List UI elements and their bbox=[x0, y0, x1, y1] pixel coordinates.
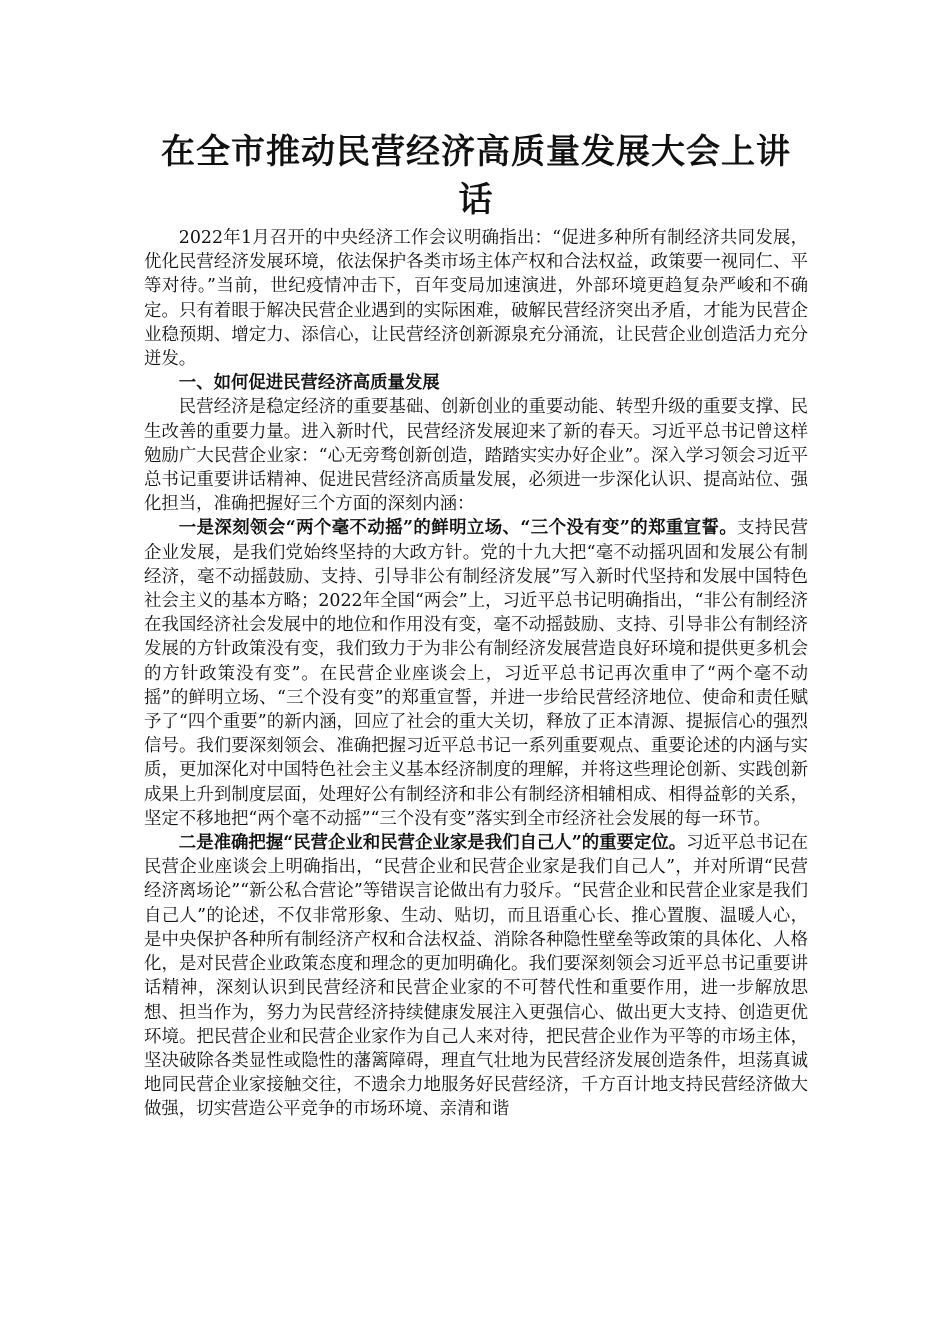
document-body bbox=[144, 226, 808, 1122]
point-two-paragraph bbox=[144, 831, 808, 1121]
document-title: 在全市推动民营经济高质量发展大会上讲话 bbox=[161, 132, 791, 220]
point-one-lead: 一是深刻领会“两个毫不动摇”的鲜明立场、“三个没有变”的郑重宣誓。 bbox=[178, 518, 738, 539]
point-one-paragraph bbox=[144, 516, 808, 831]
document-page bbox=[144, 128, 808, 1122]
point-two-lead: 二是准确把握“民营企业和民营企业家是我们自己人”的重要定位。 bbox=[178, 833, 687, 854]
section-paragraph: 民营经济是稳定经济的重要基础、创新创业的重要动能、转型升级的重要支撑、民生改善的重要力量。进入新时代，民营经济发展迎来了新的春天。习近平总书记曾这样勉励广大民营企业家：“心无旁骛创新创造，踏踏实实办好企业”。深入学习领会习近平总书记重要讲话精神、促进民营经济高质量发展，必须进一步深化认识、提高站位、强化担当，准确把握好三个方面的深刻内涵： bbox=[144, 397, 808, 515]
point-two-text: 习近平总书记在民营企业座谈会上明确指出，“民营企业和民营企业家是我们自己人”，并对所谓“民营经济离场论”“新公私合营论”等错误言论做出有力驳斥。“民营企业和民营企业家是我们自己人”的论述，不仅非常形象、生动、贴切，而且语重心长、推心置腹、温暖人心，是中央保护各种所有制经济产权和合法权益、消除各种隐性壁垒等政策的具体化、人格化，是对民营企业政策态度和理念的更加明确化。我们要深刻领会习近平总书记重要讲话精神，深刻认识到民营经济和民营企业家的不可替代性和重要作用，进一步解放思想、担当作为，努力为民营经济持续健康发展注入更强信心、做出更大支持、创造更优环境。把民营企业和民营企业家作为自己人来对待，把民营企业作为平等的市场主体，坚决破除各类显性或隐性的藩篱障碍，理直气壮地为民营经济发展创造条件，坦荡真诚地同民营企业家接触交往，不遗余力地服务好民营经济，千方百计地支持民营经济做大做强，切实营造公平竞争的市场环境、亲清和谐 bbox=[144, 833, 808, 1120]
point-one-text: 支持民营企业发展，是我们党始终坚持的大政方针。党的十九大把“毫不动摇巩固和发展公有制经济，毫不动摇鼓励、支持、引导非公有制经济发展”写入新时代坚持和发展中国特色社会主义的基本方略；2022年全国“两会”上，习近平总书记明确指出，“非公有制经济在我国经济社会发展中的地位和作用没有变，毫不动摇鼓励、支持、引导非公有制经济发展的方针政策没有变，我们致力于为非公有制经济发展营造良好环境和提供更多机会的方针政策没有变”。在民营企业座谈会上，习近平总书记再次重申了“两个毫不动摇”的鲜明立场、“三个没有变”的郑重宣誓，并进一步给民营经济地位、使命和责任赋予了“四个重要”的新内涵，回应了社会的重大关切，释放了正本清源、提振信心的强烈信号。我们要深刻领会、准确把握习近平总书记一系列重要观点、重要论述的内涵与实质，更加深化对中国特色社会主义基本经济制度的理解，并将这些理论创新、实践创新成果上升到制度层面，处理好公有制经济和非公有制经济相辅相成、相得益彰的关系，坚定不移地把“两个毫不动摇”“三个没有变”落实到全市经济社会发展的每一环节。 bbox=[144, 518, 808, 829]
section-heading: 一、如何促进民营经济高质量发展 bbox=[178, 373, 440, 394]
intro-paragraph: 2022年1月召开的中央经济工作会议明确指出：“促进多种所有制经济共同发展，优化民营经济发展环境，依法保护各类市场主体产权和合法权益，政策要一视同仁、平等对待。”当前，世纪疫情冲击下，百年变局加速演进，外部环境更趋复杂严峻和不确定。只有着眼于解决民营企业遇到的实际困难，破解民营经济突出矛盾，才能为民营企业稳预期、增定力、添信心，让民营经济创新源泉充分涌流，让民营企业创造活力充分迸发。 bbox=[144, 228, 808, 370]
